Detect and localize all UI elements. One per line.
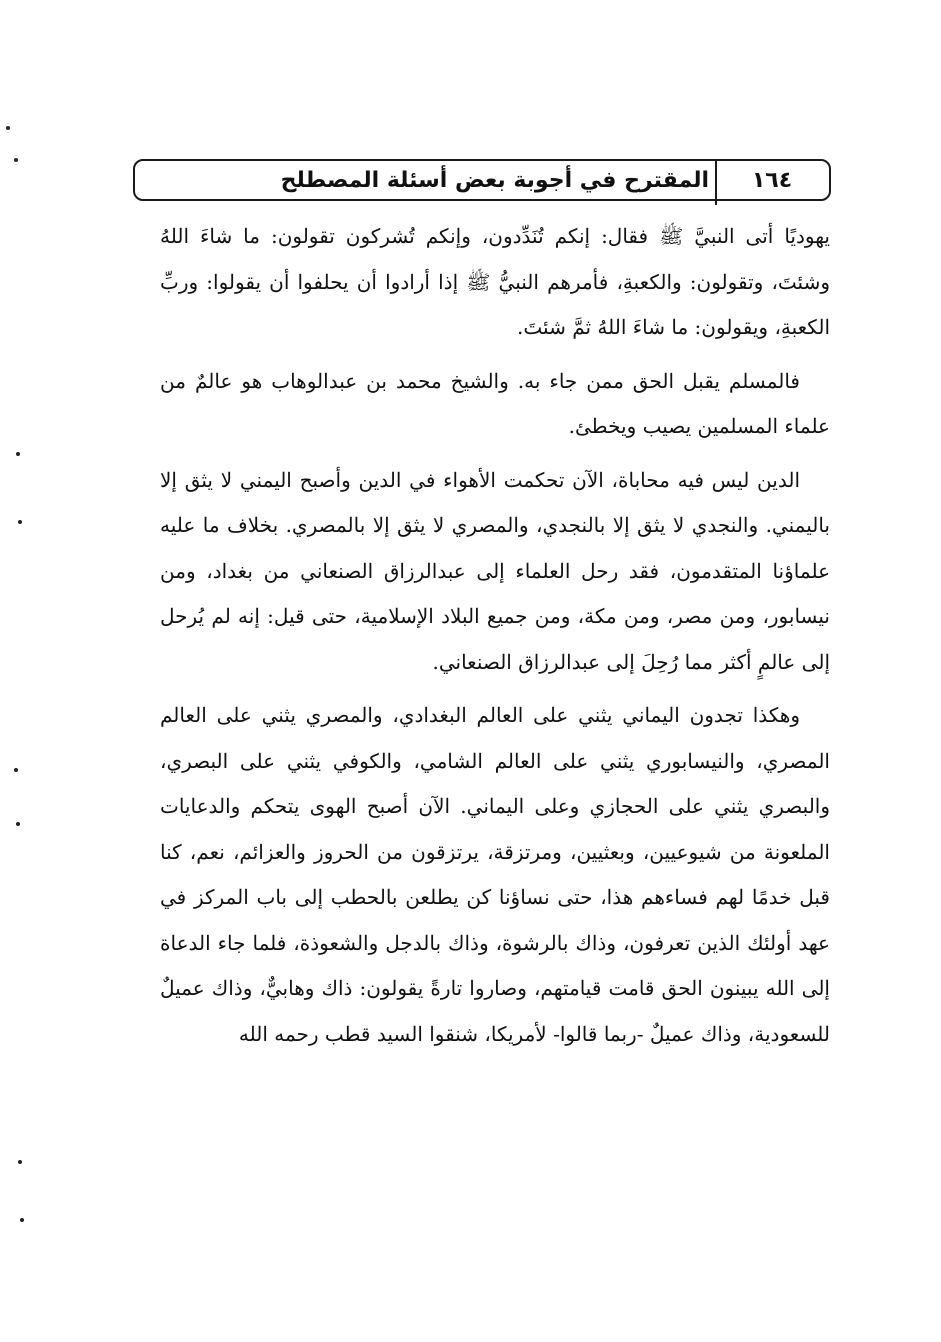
book-title: المقترح في أجوبة بعض أسئلة المصطلح (280, 168, 709, 193)
margin-speck (14, 158, 18, 162)
margin-speck (14, 768, 18, 772)
paragraph-3: الدين ليس فيه محاباة، الآن تحكمت الأهواء في الدين وأصبح اليمني لا يثق إلا باليمني. والنجدي لا يثق إلا بالنجدي، والمصري لا يثق إلا بالمصري. بخلاف ما عليه علماؤنا المتقدمون، فقد رحل العلماء إلى عبدالرزاق الصنعاني من بغداد، ومن نيسابور، ومن مصر، ومن مكة، ومن جميع البلاد الإسلامية، حتى قيل: إنه لم يُرحل إلى عالمٍ أكثر مما رُحِلَ إلى عبدالرزاق الصنعاني. (160, 467, 830, 674)
margin-speck (20, 1218, 24, 1222)
running-header (133, 159, 831, 201)
margin-speck (18, 1160, 22, 1164)
margin-speck (16, 452, 20, 456)
page-body (160, 214, 830, 1065)
paragraph-2: فالمسلم يقبل الحق ممن جاء به. والشيخ محمد بن عبدالوهاب هو عالمٌ من علماء المسلمين يصيب ويخطئ. (160, 368, 830, 438)
margin-speck (18, 520, 22, 524)
paragraph-1: يهوديًا أتى النبيَّ ﷺ فقال: إنكم تُنَدِّدون، وإنكم تُشركون تقولون: ما شاءَ اللهُ وشئتَ، وتقولون: والكعبةِ، فأمرهم النبيُّ ﷺ إذا أرادوا أن يحلفوا أن يقولوا: وربِّ الكعبةِ، ويقولون: ما شاءَ اللهُ ثمَّ شئتَ. (160, 224, 830, 339)
margin-speck (16, 822, 20, 826)
margin-speck (6, 126, 10, 130)
paragraph-4: وهكذا تجدون اليماني يثني على العالم البغدادي، والمصري يثني على العالم المصري، والنيسابوري يثني على العالم الشامي، والكوفي يثني على البصري، والبصري يثني على الحجازي وعلى اليماني. الآن أصبح الهوى يتحكم والدعايات الملعونة من شيوعيين، وبعثيين، ومرتزقة، يرتزقون من الحروز والعزائم، نعم، كنا قبل خدمًا لهم فساءهم هذا، حتى نساؤنا كن يطلعن بالحطب إلى باب المركز في عهد أولئك الذين تعرفون، وذاك بالرشوة، وذاك بالدجل والشعوذة، فلما جاء الدعاة إلى الله يبينون الحق قامت قيامتهم، وصاروا تارةً يقولون: ذاك وهابيٌّ، وذاك عميلٌ للسعودية، وذاك عميلٌ -ربما قالوا- لأمريكا، شنقوا السيد قطب رحمه الله (160, 703, 830, 1046)
page-number: ١٦٤ (751, 168, 793, 193)
